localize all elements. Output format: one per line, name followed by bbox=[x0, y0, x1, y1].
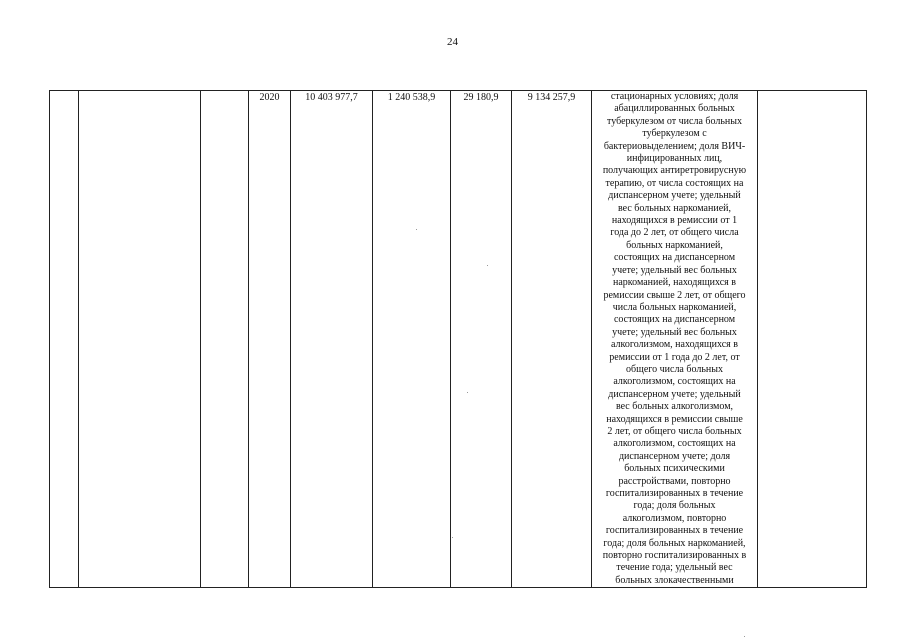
year-cell: 2020 bbox=[249, 91, 291, 588]
description-line: алкоголизмом, состоящих на bbox=[613, 376, 736, 388]
description-line: года до 2 лет, от общего числа bbox=[610, 227, 739, 239]
description-line: состоящих на диспансерном bbox=[613, 252, 736, 264]
budget-table bbox=[49, 90, 867, 588]
table-row bbox=[50, 91, 867, 588]
description-line: учете; удельный вес больных bbox=[612, 264, 737, 276]
description-line: вес больных наркоманией, bbox=[617, 202, 731, 214]
description-line: числа больных наркоманией, bbox=[612, 301, 737, 313]
description-line: состоящих на диспансерном bbox=[613, 314, 736, 326]
description-line: алкоголизмом, повторно bbox=[622, 512, 727, 524]
description-line: инфицированных лиц, bbox=[626, 153, 723, 165]
description-line: повторно госпитализированных в bbox=[602, 550, 747, 562]
description-line: больных злокачественными bbox=[615, 574, 734, 586]
scan-speck bbox=[452, 537, 453, 538]
description-line: алкоголизмом, находящихся в bbox=[610, 339, 739, 351]
scan-speck bbox=[467, 392, 468, 393]
description-line: года; доля больных наркоманией, bbox=[603, 537, 746, 549]
description-line: находящихся в ремиссии свыше bbox=[606, 413, 743, 425]
description-line: абациллированных больных bbox=[614, 103, 735, 115]
description-line: находящихся в ремиссии от 1 bbox=[611, 215, 738, 227]
empty-cell bbox=[50, 91, 79, 588]
description-line: диспансерном учете; удельный bbox=[608, 388, 741, 400]
value-cell-2: 1 240 538,9 bbox=[373, 91, 451, 588]
description-line: учете; удельный вес больных bbox=[612, 326, 737, 338]
description-line: диспансерном учете; доля bbox=[618, 450, 731, 462]
description-line: алкоголизмом, состоящих на bbox=[613, 438, 736, 450]
description-line: ремиссии от 1 года до 2 лет, от bbox=[609, 351, 740, 363]
page-number: 24 bbox=[447, 36, 458, 48]
empty-cell bbox=[758, 91, 867, 588]
description-line: терапию, от числа состоящих на bbox=[605, 177, 744, 189]
scan-speck bbox=[416, 229, 417, 230]
description-line: стационарных условиях; доля bbox=[610, 91, 739, 102]
value-cell-3: 29 180,9 bbox=[451, 91, 512, 588]
scan-speck bbox=[744, 636, 745, 637]
scan-speck bbox=[487, 265, 488, 266]
description-line: госпитализированных в течение bbox=[605, 525, 744, 537]
description-line: больных наркоманией, bbox=[626, 239, 723, 251]
description-line: вес больных алкоголизмом, bbox=[615, 401, 734, 413]
description-line: диспансерном учете; удельный bbox=[608, 190, 741, 202]
description-line: бактериовыделением; доля ВИЧ- bbox=[603, 140, 746, 152]
description-line: расстройствами, повторно bbox=[618, 475, 731, 487]
description-line: получающих антиретровирусную bbox=[602, 165, 747, 177]
value-cell-1: 10 403 977,7 bbox=[291, 91, 373, 588]
description-line: 2 лет, от общего числа больных bbox=[607, 425, 742, 437]
description-line: течение года; удельный вес bbox=[616, 562, 733, 574]
description-line: ремиссии свыше 2 лет, от общего bbox=[603, 289, 746, 301]
description-line: больных психическими bbox=[624, 463, 725, 475]
empty-cell bbox=[201, 91, 249, 588]
description-line: туберкулезом от числа больных bbox=[607, 115, 742, 127]
empty-cell bbox=[79, 91, 201, 588]
value-cell-4: 9 134 257,9 bbox=[512, 91, 592, 588]
description-line: госпитализированных в течение bbox=[605, 488, 744, 499]
description-line: наркоманией, находящихся в bbox=[613, 277, 736, 289]
description-line: года; доля больных bbox=[633, 500, 716, 512]
indicator-description bbox=[592, 91, 758, 588]
description-line: туберкулезом с bbox=[642, 128, 707, 140]
description-line: общего числа больных bbox=[626, 363, 723, 375]
